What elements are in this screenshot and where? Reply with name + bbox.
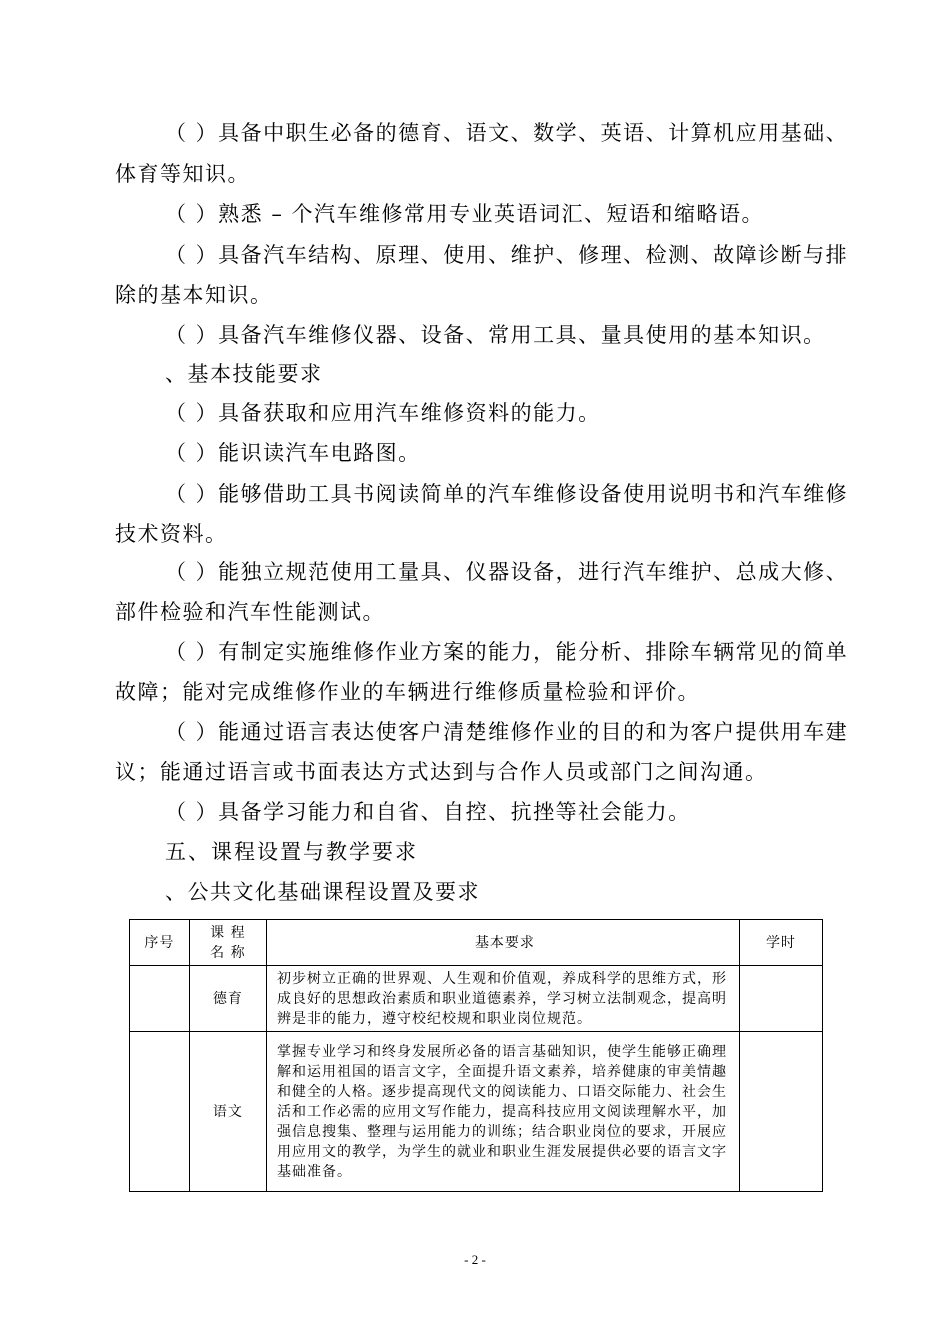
- course-requirements-table: [129, 919, 823, 1192]
- paragraph-1-line-2: 体育等知识。: [115, 162, 250, 186]
- paragraph-6-line-1: （ ）具备获取和应用汽车维修资料的能力。: [165, 401, 601, 425]
- header-course-name-line1: 课 程: [210, 924, 246, 941]
- paragraph-3-line-1: （ ）具备汽车结构、原理、使用、维护、修理、检测、故障诊断与排: [165, 243, 849, 267]
- paragraph-9-line-2: 部件检验和汽车性能测试。: [115, 600, 385, 624]
- page-number: - 2 -: [464, 1252, 486, 1267]
- paragraph-2-line-1: （ ）熟悉 – 个汽车维修常用专业英语词汇、短语和缩略语。: [165, 202, 765, 226]
- paragraph-11-line-1: （ ）能通过语言表达使客户清楚维修作业的目的和为客户提供用车建: [165, 720, 849, 744]
- paragraph-3-line-2: 除的基本知识。: [115, 283, 273, 307]
- header-hours: 学时: [739, 920, 822, 966]
- cell-no: [130, 1032, 190, 1192]
- header-course-name: [189, 920, 266, 966]
- paragraph-12-line-1: （ ）具备学习能力和自省、自控、抗挫等社会能力。: [165, 800, 691, 824]
- paragraph-8-line-1: （ ）能够借助工具书阅读简单的汽车维修设备使用说明书和汽车维修: [165, 482, 849, 506]
- header-course-name-line2: 名 称: [210, 944, 246, 961]
- cell-requirement: 掌握专业学习和终身发展所必备的语言基础知识，使学生能够正确理解和运用祖国的语言文字，全面提升语文素养，培养健康的审美情趣和健全的人格。逐步提高现代文的阅读能力、口语交际能力、社会生活和工作必需的应用文写作能力，提高科技应用文阅读理解水平，加强信息搜集、整理与运用能力的训练；结合职业岗位的要求，开展应用应用文的教学，为学生的就业和职业生涯发展提供必要的语言文字基础准备。: [267, 1032, 740, 1192]
- cell-hours: [739, 966, 822, 1032]
- cell-no: [130, 966, 190, 1032]
- paragraph-7-line-1: （ ）能识读汽车电路图。: [165, 441, 421, 465]
- paragraph-10-line-1: （ ）有制定实施维修作业方案的能力，能分析、排除车辆常见的简单: [165, 640, 849, 664]
- paragraph-9-line-1: （ ）能独立规范使用工量具、仪器设备，进行汽车维护、总成大修、: [165, 560, 849, 584]
- section-title: 五、课程设置与教学要求: [165, 840, 418, 864]
- table-row: [130, 966, 823, 1032]
- cell-requirement: 初步树立正确的世界观、人生观和价值观，养成科学的思维方式，形成良好的思想政治素质和职业道德素养，学习树立法制观念，提高明辨是非的能力，遵守校纪校规和职业岗位规范。: [267, 966, 740, 1032]
- table-header-row: [130, 920, 823, 966]
- cell-course-name: 语文: [189, 1032, 266, 1192]
- subheading-skills: 、基本技能要求: [165, 362, 323, 386]
- paragraph-8-line-2: 技术资料。: [115, 522, 228, 546]
- paragraph-1-line-1: （ ）具备中职生必备的德育、语文、数学、英语、计算机应用基础、: [165, 121, 849, 145]
- cell-course-name: 德育: [189, 966, 266, 1032]
- table-row: [130, 1032, 823, 1192]
- subsection-title: 、公共文化基础课程设置及要求: [165, 880, 480, 904]
- header-no: 序号: [130, 920, 190, 966]
- paragraph-10-line-2: 故障；能对完成维修作业的车辆进行维修质量检验和评价。: [115, 680, 700, 704]
- cell-hours: [739, 1032, 822, 1192]
- paragraph-4-line-1: （ ）具备汽车维修仪器、设备、常用工具、量具使用的基本知识。: [165, 323, 826, 347]
- paragraph-11-line-2: 议；能通过语言或书面表达方式达到与合作人员或部门之间沟通。: [115, 760, 768, 784]
- header-requirement: 基本要求: [267, 920, 740, 966]
